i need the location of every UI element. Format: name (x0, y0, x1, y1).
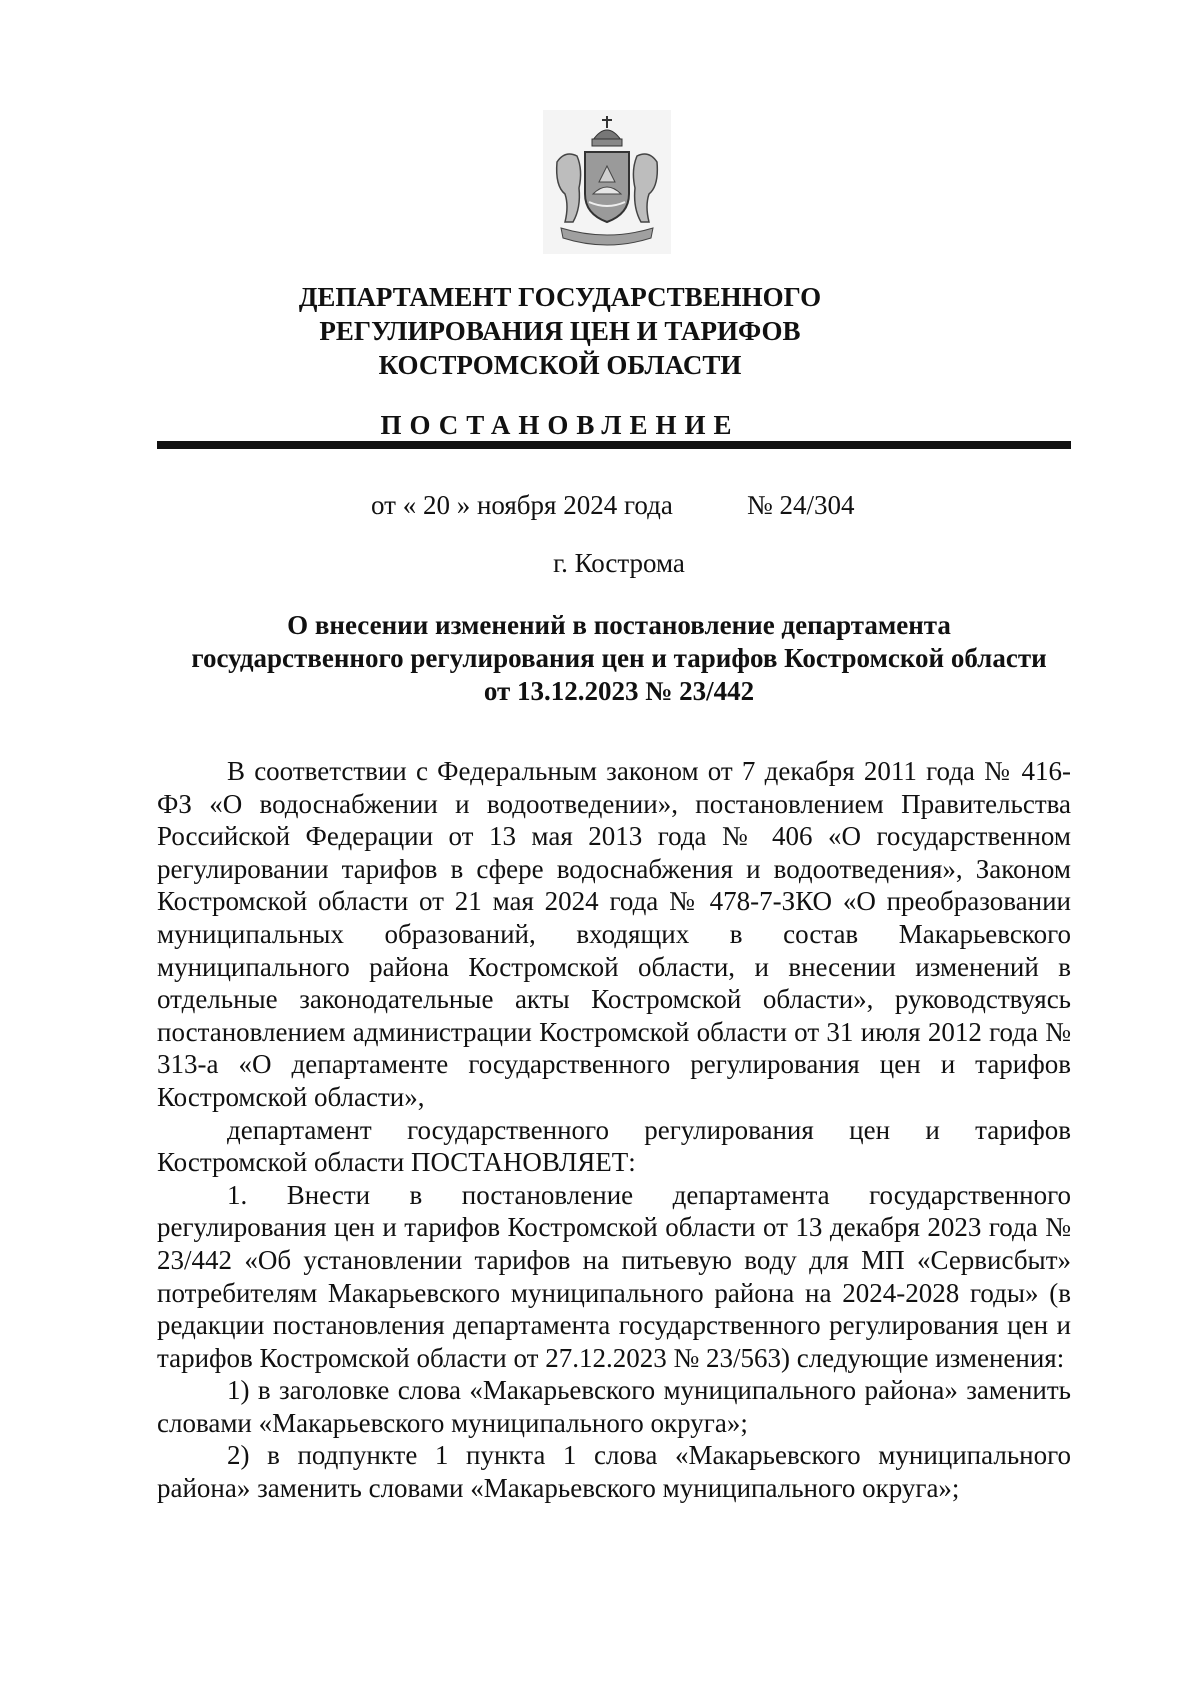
department-name (0, 280, 1120, 382)
paragraph-subitem-2: 2) в подпункте 1 пункта 1 слова «Макарьевского муниципального района» заменить словами «Макарьевского муниципального округа»; (157, 1440, 1071, 1504)
paragraph-resolves: департамент государственного регулирования цен и тарифов Костромской области ПОСТАНОВЛЯЕТ: (157, 1114, 1071, 1178)
paragraph-preamble: В соответствии с Федеральным законом от 7 декабря 2011 года № 416-ФЗ «О водоснабжении и водоотведении», постановлением Правительства Российской Федерации от 13 мая 2013 года № 406 «О государственном регулировании тарифов в сфере водоснабжения и водоотведения», Законом Костромской области от 21 мая 2024 года № 478-7-ЗКО «О преобразовании муниципальных образований, входящих в состав Макарьевского муниципального района Костромской области, и внесении изменений в отдельные законодательные акты Костромской области», руководствуясь постановлением администрации Костромской области от 31 июля 2012 года № 313-а «О департаменте государственного регулирования цен и тарифов Костромской области», (157, 756, 1071, 1112)
document-date: от « 20 » ноября 2024 года (371, 490, 673, 520)
subject-line-2: государственного регулирования цен и тарифов Костромской области (191, 643, 1047, 673)
header-divider (157, 441, 1071, 449)
document-city: г. Кострома (553, 548, 685, 578)
document-body (157, 755, 1071, 1505)
document-subject (0, 609, 1200, 708)
coat-of-arms-emblem (543, 110, 671, 254)
department-line-3: КОСТРОМСКОЙ ОБЛАСТИ (378, 350, 742, 380)
department-line-2: РЕГУЛИРОВАНИЯ ЦЕН И ТАРИФОВ (319, 316, 801, 346)
document-number: № 24/304 (747, 490, 855, 520)
subject-line-1: О внесении изменений в постановление департамента (287, 610, 951, 640)
paragraph-item-1: 1. Внести в постановление департамента государственного регулирования цен и тарифов Костромской области от 13 декабря 2023 года № 23/442 «Об установлении тарифов на питьевую воду для МП «Сервисбыт» потребителям Макарьевского муниципального района на 2024-2028 годы» (в редакции постановления департамента государственного регулирования цен и тарифов Костромской области от 27.12.2023 № 23/563) следующие изменения: (157, 1179, 1071, 1373)
document-type-title: ПОСТАНОВЛЕНИЕ (380, 410, 740, 440)
paragraph-subitem-1: 1) в заголовке слова «Макарьевского муниципального района» заменить словами «Макарьевского муниципального округа»; (157, 1375, 1071, 1438)
department-line-1: ДЕПАРТАМЕНТ ГОСУДАРСТВЕННОГО (298, 282, 822, 312)
subject-line-3: от 13.12.2023 № 23/442 (483, 676, 755, 706)
